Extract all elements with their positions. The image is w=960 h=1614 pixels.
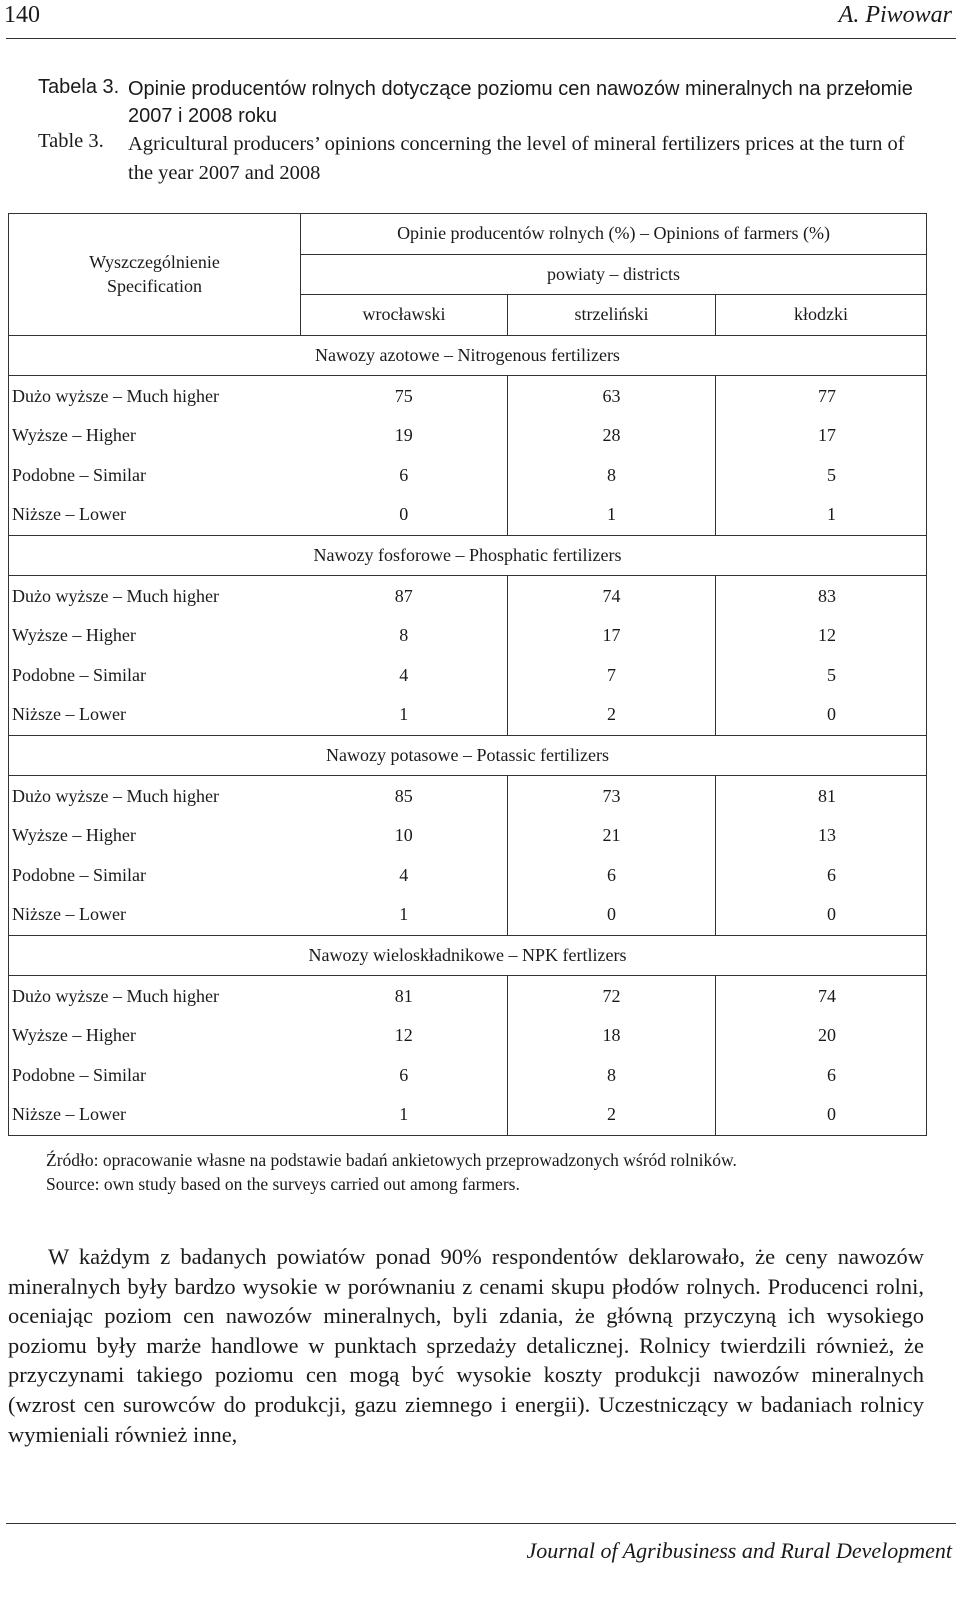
table-cell: 83	[818, 585, 837, 606]
row-label: Wyższe – Higher	[12, 1025, 136, 1046]
table-cell: 77	[818, 385, 837, 406]
table-cell: 0	[508, 895, 716, 935]
data-table-wrapper	[8, 213, 926, 1136]
table-cell: 5	[827, 664, 837, 685]
table-cell: 8	[301, 616, 508, 656]
table-row	[9, 616, 927, 656]
table-row	[9, 776, 927, 816]
table-cell: 20	[818, 1025, 837, 1046]
row-label: Dużo wyższe – Much higher	[12, 585, 219, 606]
opinions-header: Opinie producentów rolnych (%) – Opinions of farmers (%)	[301, 214, 927, 255]
table-cell: 73	[508, 776, 716, 816]
table-cell: 1	[301, 895, 508, 935]
table-cell: 6	[301, 456, 508, 496]
section-row	[9, 535, 927, 576]
table-cell: 0	[301, 495, 508, 535]
row-label: Dużo wyższe – Much higher	[12, 785, 219, 806]
table-row	[9, 856, 927, 896]
table-source	[46, 1148, 926, 1196]
table-cell: 6	[827, 1064, 837, 1085]
section-title: Nawozy potasowe – Potassic fertilizers	[9, 735, 927, 776]
header-rule	[6, 38, 956, 39]
table-cell: 21	[508, 816, 716, 856]
table-row	[9, 456, 927, 496]
table-cell: 1	[301, 1095, 508, 1135]
section-title: Nawozy wieloskładnikowe – NPK fertlizers	[9, 935, 927, 976]
row-label: Wyższe – Higher	[12, 825, 136, 846]
caption-english	[38, 130, 933, 188]
table-cell: 75	[301, 376, 508, 416]
caption-en-label: Table 3.	[38, 130, 104, 152]
table-row	[9, 576, 927, 616]
caption-pl-text: Opinie producentów rolnych dotyczące poziomu cen nawozów mineralnych na przełomie 2007 i 2008 roku	[128, 78, 913, 127]
table-cell: 18	[508, 1016, 716, 1056]
source-en: Source: own study based on the surveys carried out among farmers.	[46, 1174, 520, 1194]
row-label: Niższe – Lower	[12, 504, 126, 525]
table-cell: 2	[508, 1095, 716, 1135]
table-cell: 1	[827, 504, 837, 525]
column-header: wrocławski	[301, 295, 508, 336]
table-cell: 13	[818, 825, 837, 846]
table-cell: 74	[818, 985, 837, 1006]
table-cell: 6	[508, 856, 716, 896]
row-label: Wyższe – Higher	[12, 425, 136, 446]
column-header: kłodzki	[716, 295, 927, 336]
section-row	[9, 935, 927, 976]
column-header: strzeliński	[508, 295, 716, 336]
section-row	[9, 335, 927, 376]
running-title: A. Piwowar	[838, 2, 952, 28]
table-cell: 5	[827, 464, 837, 485]
section-title: Nawozy fosforowe – Phosphatic fertilizers	[9, 535, 927, 576]
table-cell: 87	[301, 576, 508, 616]
page-number: 140	[4, 2, 40, 28]
table-cell: 19	[301, 416, 508, 456]
header-row-opinions	[9, 214, 927, 255]
source-pl: Źródło: opracowanie własne na podstawie badań ankietowych przeprowadzonych wśród rolników.	[46, 1150, 737, 1170]
table-cell: 17	[818, 425, 837, 446]
specification-en: Specification	[107, 276, 202, 297]
table-row	[9, 816, 927, 856]
journal-name: Journal of Agribusiness and Rural Development	[526, 1538, 952, 1563]
table-row	[9, 656, 927, 696]
table-cell: 10	[301, 816, 508, 856]
row-label: Niższe – Lower	[12, 704, 126, 725]
table-caption	[38, 76, 933, 188]
table-row	[9, 976, 927, 1016]
table-cell: 7	[508, 656, 716, 696]
table-cell: 1	[508, 495, 716, 535]
table-cell: 17	[508, 616, 716, 656]
table-cell: 81	[301, 976, 508, 1016]
table-cell: 63	[508, 376, 716, 416]
districts-header: powiaty – districts	[301, 254, 927, 295]
table-cell: 0	[827, 704, 837, 725]
row-label: Podobne – Similar	[12, 1064, 146, 1085]
table-cell: 81	[818, 785, 837, 806]
row-label: Niższe – Lower	[12, 1104, 126, 1125]
page-header	[0, 0, 960, 40]
table-row	[9, 1055, 927, 1095]
table-cell: 12	[818, 625, 837, 646]
table-row	[9, 1016, 927, 1056]
table-cell: 6	[301, 1055, 508, 1095]
table-cell: 4	[301, 856, 508, 896]
fertilizer-opinions-table	[8, 213, 927, 1136]
row-label: Podobne – Similar	[12, 664, 146, 685]
caption-en-text: Agricultural producers’ opinions concerning the level of mineral fertilizers prices at the turn of the year 2007 and 2008	[128, 133, 905, 184]
table-cell: 0	[827, 904, 837, 925]
table-row	[9, 416, 927, 456]
row-label: Podobne – Similar	[12, 464, 146, 485]
table-cell: 8	[508, 1055, 716, 1095]
table-cell: 12	[301, 1016, 508, 1056]
row-label: Podobne – Similar	[12, 864, 146, 885]
table-cell: 0	[827, 1104, 837, 1125]
table-row	[9, 1095, 927, 1135]
specification-pl: Wyszczególnienie	[89, 252, 220, 273]
caption-polish	[38, 76, 933, 130]
table-cell: 72	[508, 976, 716, 1016]
table-cell: 8	[508, 456, 716, 496]
section-title: Nawozy azotowe – Nitrogenous fertilizers	[9, 335, 927, 376]
row-label: Dużo wyższe – Much higher	[12, 985, 219, 1006]
body-paragraph: W każdym z badanych powiatów ponad 90% respondentów deklarowało, że ceny nawozów mineralnych były bardzo wysokie w porównaniu z cenami skupu płodów rolnych. Producenci rolni, oceniając poziom cen nawozów mineralnych, byli zdania, że główną przyczyną ich wysokiego poziomu były marże handlowe w punktach sprzedaży detalicznej. Rolnicy twierdzili również, że przyczynami takiego poziomu cen mogą być wysokie koszty produkcji nawozów mineralnych (wzrost cen surowców do produkcji, gazu ziemnego i energii). Uczestniczący w badaniach rolnicy wymieniali również inne,	[8, 1244, 924, 1447]
row-label: Dużo wyższe – Much higher	[12, 385, 219, 406]
caption-pl-label: Tabela 3.	[38, 76, 120, 98]
table-row	[9, 376, 927, 416]
row-label: Wyższe – Higher	[12, 625, 136, 646]
section-row	[9, 735, 927, 776]
table-cell: 85	[301, 776, 508, 816]
footer-rule	[6, 1523, 956, 1524]
table-row	[9, 895, 927, 935]
table-cell: 74	[508, 576, 716, 616]
table-cell: 28	[508, 416, 716, 456]
table-cell: 6	[827, 864, 837, 885]
table-row	[9, 695, 927, 735]
table-cell: 2	[508, 695, 716, 735]
specification-header	[9, 214, 301, 336]
row-label: Niższe – Lower	[12, 904, 126, 925]
table-cell: 4	[301, 656, 508, 696]
table-cell: 1	[301, 695, 508, 735]
table-row	[9, 495, 927, 535]
